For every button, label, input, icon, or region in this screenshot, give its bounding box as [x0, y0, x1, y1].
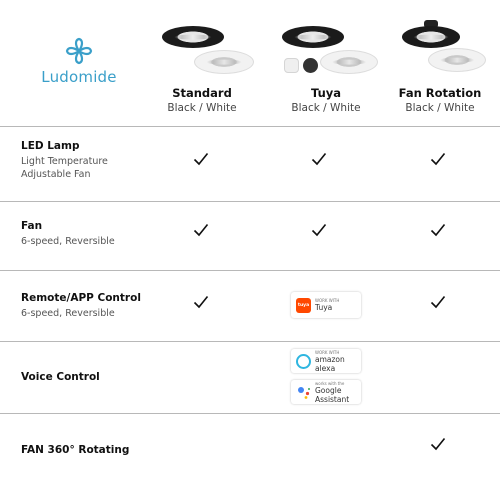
- product-image-fan-rotation: [380, 18, 500, 84]
- smart-speaker-icon: [303, 58, 318, 73]
- tuya-badge: [291, 292, 361, 318]
- product-title: Tuya: [310, 86, 342, 100]
- feature-voice-control: [21, 371, 100, 383]
- check-icon: [430, 152, 446, 166]
- badge-big-text: amazon alexa: [315, 354, 345, 373]
- tuya-icon: [296, 298, 311, 313]
- check-icon: [430, 223, 446, 237]
- google-assistant-icon: [296, 385, 311, 400]
- row-divider: [0, 413, 500, 414]
- check-icon: [193, 152, 209, 166]
- feature-fan-360-rotating: [21, 444, 129, 456]
- brand-name: Ludomide: [41, 68, 117, 86]
- badge-small-text: WORK WITH: [315, 298, 340, 303]
- pinwheel-fan-icon: [64, 36, 94, 66]
- feature-note: 6-speed, Reversible: [21, 308, 115, 319]
- check-icon: [311, 223, 327, 237]
- row-divider: [0, 201, 500, 202]
- product-colors: Black / White: [291, 102, 361, 114]
- feature-label: FAN 360° Rotating: [21, 444, 130, 456]
- badge-small-text: WORK WITH: [315, 349, 340, 355]
- feature-label: Fan: [21, 220, 43, 232]
- feature-remote-app-control: [21, 292, 141, 320]
- product-fan-rotation: [380, 18, 500, 114]
- product-colors: Black / White: [167, 102, 237, 114]
- brand-block: [34, 36, 124, 86]
- product-colors: Black / White: [405, 102, 475, 114]
- feature-led-lamp: [21, 140, 108, 181]
- tuya-icon-text: tuya: [297, 302, 310, 308]
- feature-label: Remote/APP Control: [21, 292, 141, 304]
- check-icon: [430, 437, 446, 451]
- product-image-standard: [142, 18, 262, 84]
- badge-small-text: works with the: [315, 380, 345, 386]
- product-standard: [142, 18, 262, 114]
- check-icon: [311, 152, 327, 166]
- alexa-icon: [296, 354, 311, 369]
- feature-fan: [21, 220, 115, 248]
- google-assistant-badge: [291, 380, 361, 404]
- feature-label: Voice Control: [21, 371, 100, 383]
- check-icon: [193, 223, 209, 237]
- product-title: Fan Rotation: [398, 86, 482, 100]
- smart-speaker-icon: [284, 58, 299, 73]
- feature-label: LED Lamp: [21, 140, 80, 152]
- feature-note: 6-speed, Reversible: [21, 236, 115, 247]
- product-image-tuya: [266, 18, 386, 84]
- row-divider: [0, 126, 500, 127]
- product-title: Standard: [172, 86, 232, 100]
- product-tuya: [266, 18, 386, 114]
- alexa-badge: [291, 349, 361, 373]
- badge-big-text: Tuya: [315, 303, 333, 312]
- row-divider: [0, 270, 500, 271]
- check-icon: [193, 295, 209, 309]
- feature-note: Adjustable Fan: [21, 169, 91, 180]
- row-divider: [0, 341, 500, 342]
- check-icon: [430, 295, 446, 309]
- badge-big-text: Google Assistant: [315, 385, 350, 404]
- feature-note: Light Temperature: [21, 156, 108, 167]
